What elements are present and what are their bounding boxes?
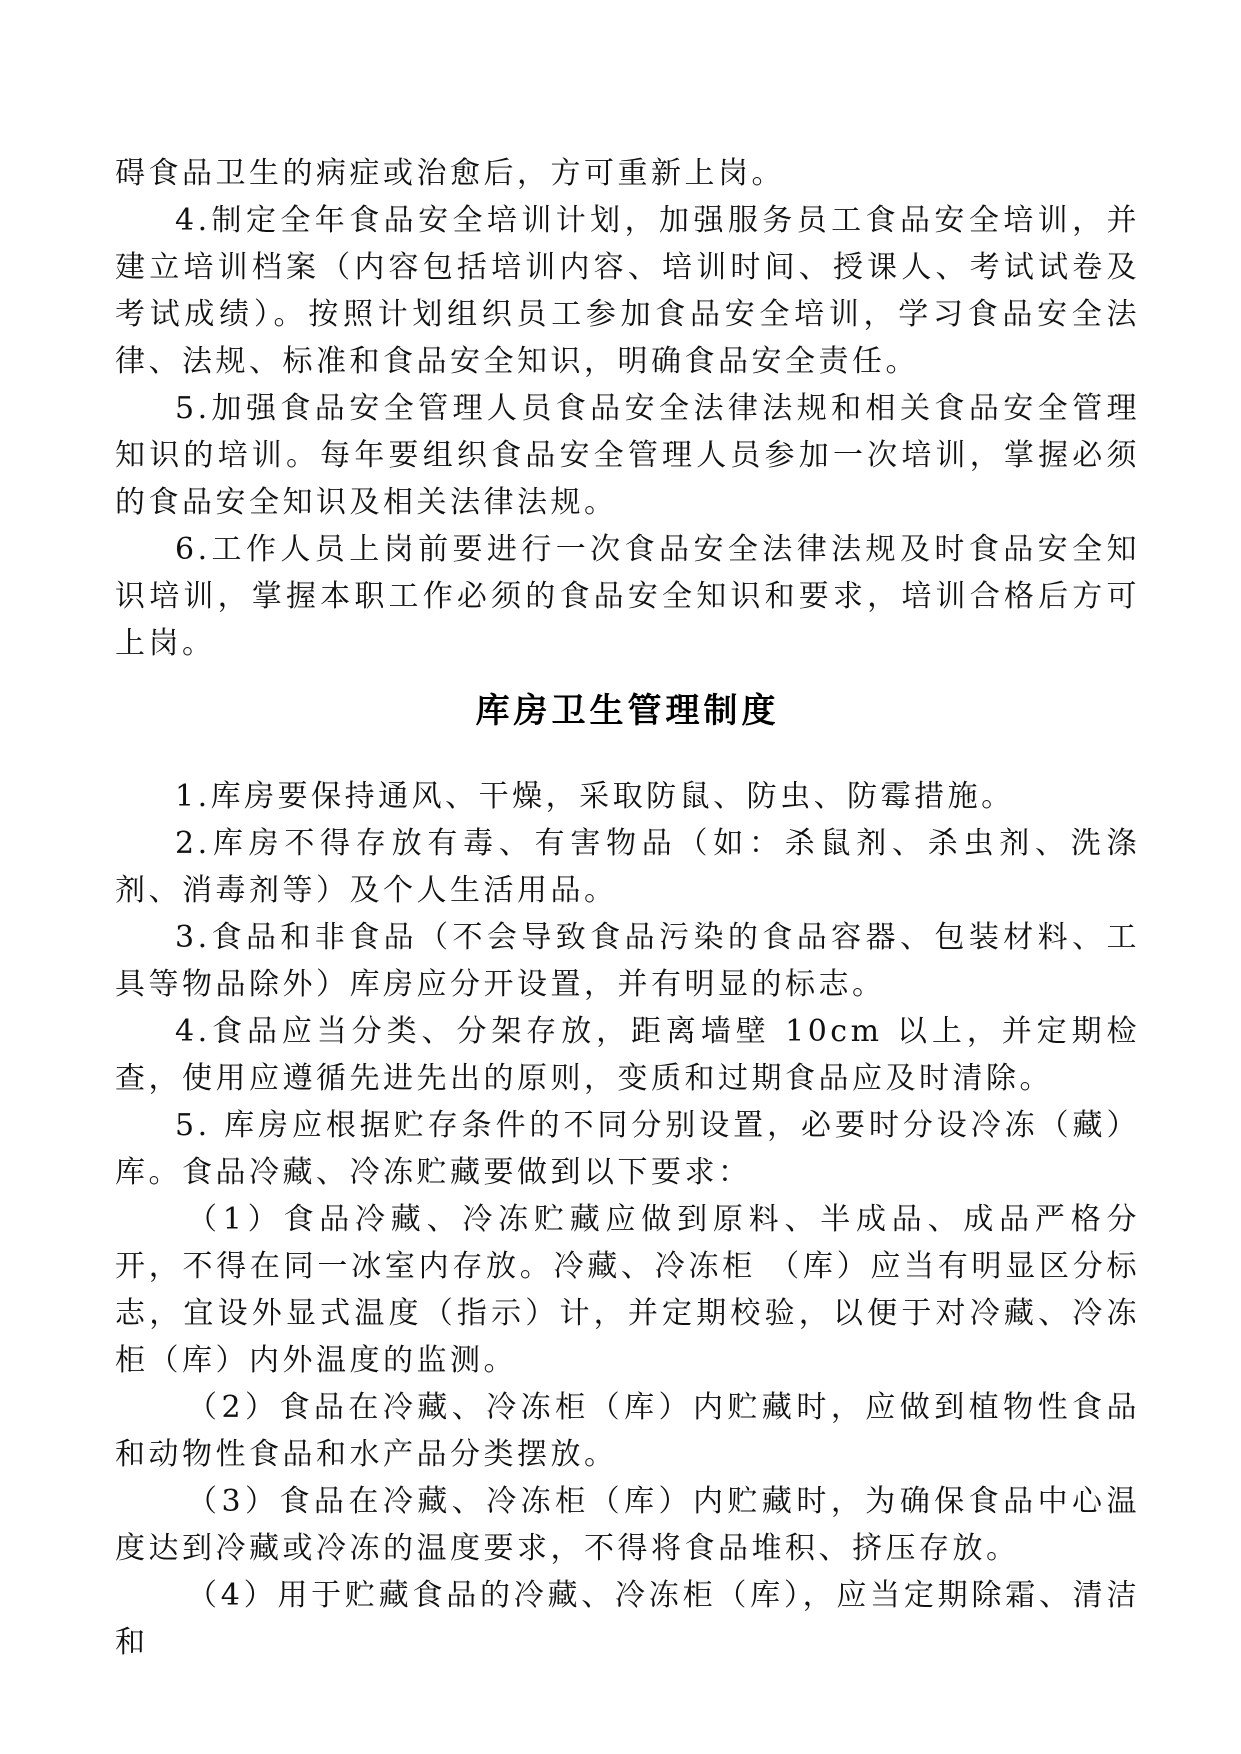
warehouse-item-4 xyxy=(115,1008,1140,1102)
training-item-6 xyxy=(115,526,1140,667)
item-number: 6. xyxy=(175,532,211,567)
item-number: 3. xyxy=(175,920,211,955)
item-number: 5. xyxy=(175,1108,211,1143)
subitem-text: 食品在冷藏、冷冻柜（库）内贮藏时，为确保食品中心温度达到冷藏或冷冻的温度要求，不得将食品堆积、挤压存放。 xyxy=(115,1484,1140,1566)
subitem-text: 食品在冷藏、冷冻柜（库）内贮藏时，应做到植物性食品和动物性食品和水产品分类摆放。 xyxy=(115,1390,1140,1472)
item-text: 库房不得存放有毒、有害物品（如：杀鼠剂、杀虫剂、洗涤剂、消毒剂等）及个人生活用品。 xyxy=(115,826,1140,908)
warehouse-item-3 xyxy=(115,914,1140,1008)
subitem-number: （1） xyxy=(187,1202,284,1237)
warehouse-item-5 xyxy=(115,1102,1140,1196)
item-number: 4. xyxy=(175,203,211,238)
subitem-number: （2） xyxy=(187,1390,280,1425)
item-text: 库房要保持通风、干燥，采取防鼠、防虫、防霉措施。 xyxy=(210,779,1015,814)
training-item-4 xyxy=(115,197,1140,385)
continuation-paragraph xyxy=(115,150,1140,197)
document-body xyxy=(115,150,1140,1666)
storage-subitem-1 xyxy=(115,1196,1140,1384)
subitem-number: （3） xyxy=(187,1484,280,1519)
item-text: 工作人员上岗前要进行一次食品安全法律法规及时食品安全知识培训，掌握本职工作必须的食品安全知识和要求，培训合格后方可上岗。 xyxy=(115,532,1140,661)
section-title: 库房卫生管理制度 xyxy=(475,691,780,731)
item-text: 库房应根据贮存条件的不同分别设置，必要时分设冷冻（藏）库。食品冷藏、冷冻贮藏要做到以下要求： xyxy=(115,1108,1140,1190)
storage-subitem-4 xyxy=(115,1572,1140,1666)
warehouse-item-1 xyxy=(115,773,1140,820)
subitem-text: 用于贮藏食品的冷藏、冷冻柜（库），应当定期除霜、清洁和 xyxy=(115,1578,1141,1660)
storage-subitem-2 xyxy=(115,1384,1140,1478)
item-number: 4. xyxy=(175,1014,211,1049)
item-text: 食品和非食品（不会导致食品污染的食品容器、包装材料、工具等物品除外）库房应分开设置，并有明显的标志。 xyxy=(115,920,1140,1002)
item-number: 5. xyxy=(175,391,211,426)
subitem-text: 食品冷藏、冷冻贮藏应做到原料、半成品、成品严格分开，不得在同一冰室内存放。冷藏、冷冻柜 （库）应当有明显区分标志，宜设外显式温度（指示）计，并定期校验，以便于对冷藏、冷冻柜（库）内外温度的监测。 xyxy=(115,1202,1141,1378)
training-item-5 xyxy=(115,385,1140,526)
warehouse-item-2 xyxy=(115,820,1140,914)
item-text: 食品应当分类、分架存放，距离墙壁 10cm 以上，并定期检查，使用应遵循先进先出的原则，变质和过期食品应及时清除。 xyxy=(115,1014,1140,1096)
item-number: 1. xyxy=(175,779,211,814)
item-text: 制定全年食品安全培训计划，加强服务员工食品安全培训，并建立培训档案（内容包括培训内容、培训时间、授课人、考试试卷及考试成绩）。按照计划组织员工参加食品安全培训，学习食品安全法律、法规、标准和食品安全知识，明确食品安全责任。 xyxy=(115,203,1140,379)
continuation-text: 碍食品卫生的病症或治愈后，方可重新上岗。 xyxy=(115,156,785,191)
item-number: 2. xyxy=(175,826,211,861)
item-text: 加强食品安全管理人员食品安全法律法规和相关食品安全管理知识的培训。每年要组织食品安全管理人员参加一次培训，掌握必须的食品安全知识及相关法律法规。 xyxy=(115,391,1140,520)
subitem-number: （4） xyxy=(187,1578,278,1613)
storage-subitem-3 xyxy=(115,1478,1140,1572)
